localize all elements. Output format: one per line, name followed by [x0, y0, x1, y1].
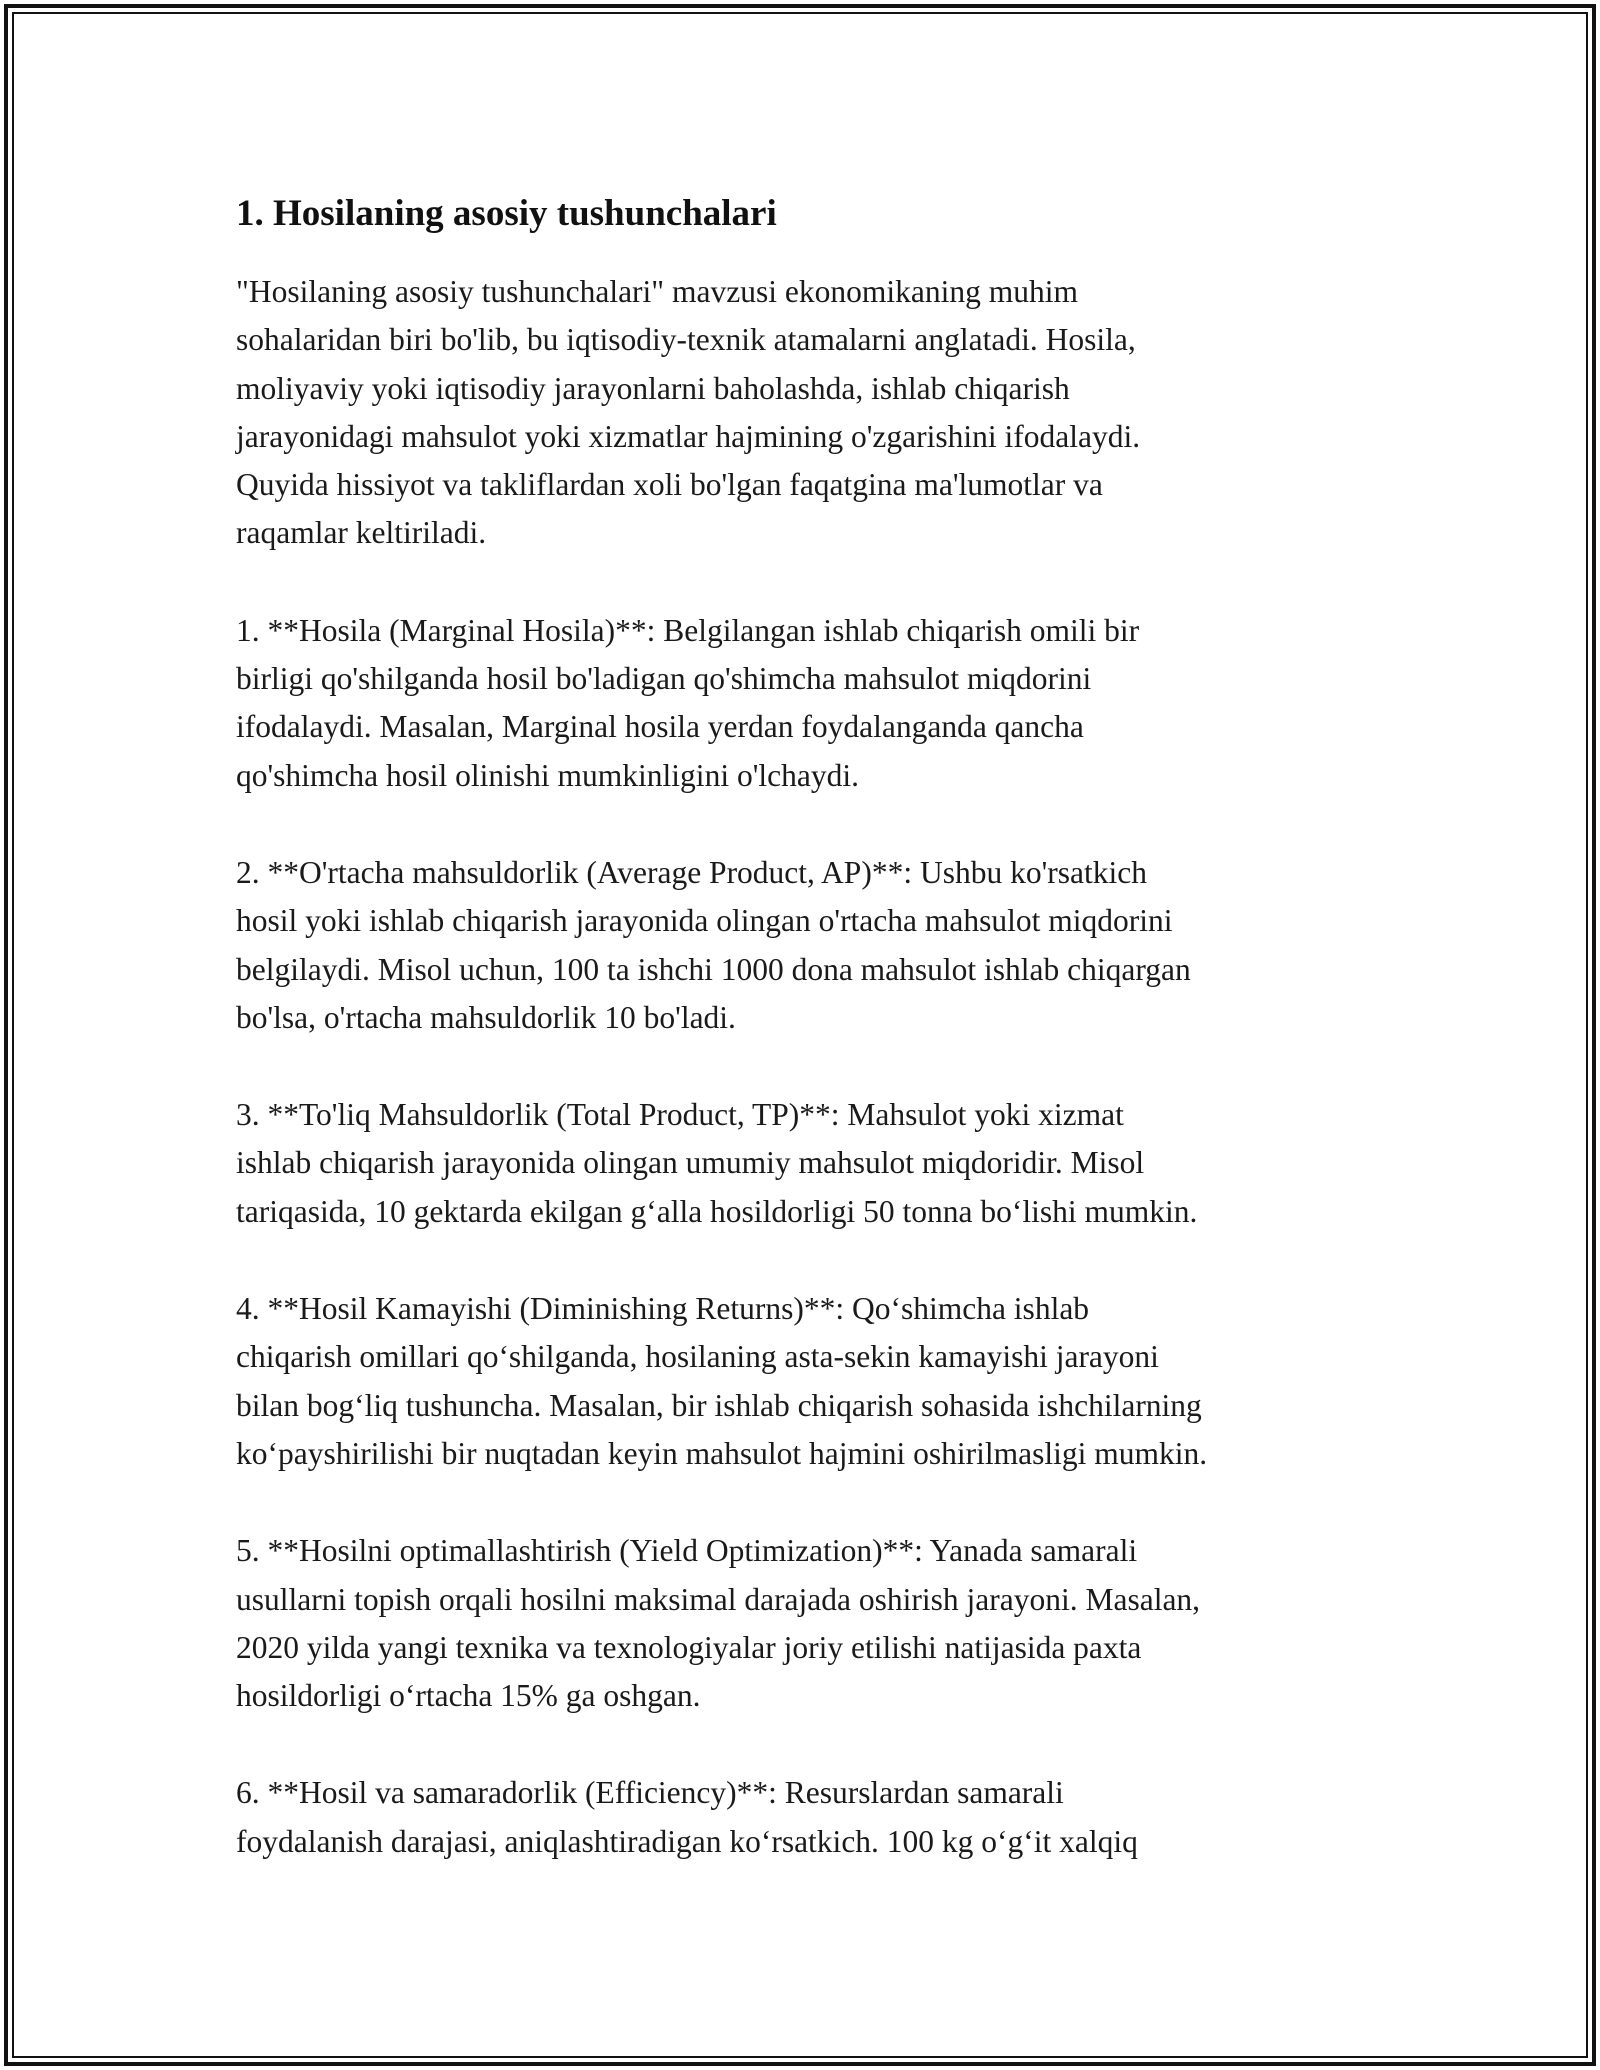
- text-line: foydalanish darajasi, aniqlashtiradigan ko‘rsatkich. 100 kg o‘g‘it xalqiq: [236, 1823, 1138, 1859]
- text-line: 6. **Hosil va samaradorlik (Efficiency)**: Resurslardan samarali: [236, 1775, 1064, 1811]
- list-item-4: [236, 1285, 1396, 1478]
- text-line: birligi qo'shilganda hosil bo'ladigan qo'shimcha mahsulot miqdorini: [236, 661, 1092, 697]
- text-line: bo'lsa, o'rtacha mahsuldorlik 10 bo'ladi.: [236, 999, 736, 1035]
- text-line: chiqarish omillari qo‘shilganda, hosilaning asta-sekin kamayishi jarayoni: [236, 1339, 1159, 1375]
- text-line: moliyaviy yoki iqtisodiy jarayonlarni baholashda, ishlab chiqarish: [236, 370, 1070, 406]
- list-item-1: [236, 607, 1396, 800]
- text-line: "Hosilaning asosiy tushunchalari" mavzusi ekonomikaning muhim: [236, 274, 1078, 309]
- text-line: 5. **Hosilni optimallashtirish (Yield Optimization)**: Yanada samarali: [236, 1533, 1138, 1569]
- text-line: ishlab chiqarish jarayonida olingan umumiy mahsulot miqdoridir. Misol: [236, 1145, 1145, 1181]
- text-line: 3. **To'liq Mahsuldorlik (Total Product, TP)**: Mahsulot yoki xizmat: [236, 1097, 1124, 1133]
- text-line: sohalaridan biri bo'lib, bu iqtisodiy-texnik atamalarni anglatadi. Hosila,: [236, 322, 1136, 358]
- list-item-5: [236, 1527, 1396, 1720]
- list-item-2: [236, 849, 1396, 1042]
- text-line: 4. **Hosil Kamayishi (Diminishing Returns)**: Qo‘shimcha ishlab: [236, 1291, 1090, 1327]
- text-line: hosildorligi o‘rtacha 15% ga oshgan.: [236, 1678, 701, 1714]
- text-line: 2020 yilda yangi texnika va texnologiyalar joriy etilishi natijasida paxta: [236, 1629, 1142, 1665]
- text-line: ko‘payshirilishi bir nuqtadan keyin mahsulot hajmini oshirilmasligi mumkin.: [236, 1435, 1208, 1471]
- text-line: Quyida hissiyot va takliflardan xoli bo'lgan faqatgina ma'lumotlar va: [236, 467, 1103, 503]
- text-line: 2. **O'rtacha mahsuldorlik (Average Product, AP)**: Ushbu ko'rsatkich: [236, 854, 1147, 890]
- text-line: jarayonidagi mahsulot yoki xizmatlar hajmining o'zgarishini ifodalaydi.: [236, 418, 1141, 454]
- text-line: bilan bog‘liq tushuncha. Masalan, bir ishlab chiqarish sohasida ishchilarning: [236, 1387, 1202, 1423]
- list-item-3: [236, 1091, 1396, 1236]
- text-line: raqamlar keltiriladi.: [236, 515, 487, 551]
- text-line: tariqasida, 10 gektarda ekilgan g‘alla hosildorligi 50 tonna bo‘lishi mumkin.: [236, 1193, 1198, 1229]
- text-line: qo'shimcha hosil olinishi mumkinligini o'lchaydi.: [236, 757, 859, 793]
- page-title: 1. Hosilaning asosiy tushunchalari: [236, 193, 777, 234]
- text-line: belgilaydi. Misol uchun, 100 ta ishchi 1000 dona mahsulot ishlab chiqargan: [236, 951, 1191, 987]
- list-item-6: [236, 1769, 1396, 1866]
- text-line: ifodalaydi. Masalan, Marginal hosila yerdan foydalanganda qancha: [236, 709, 1084, 745]
- text-line: usullarni topish orqali hosilni maksimal darajada oshirish jarayoni. Masalan,: [236, 1581, 1201, 1617]
- text-line: 1. **Hosila (Marginal Hosila)**: Belgilangan ishlab chiqarish omili bir: [236, 612, 1140, 648]
- text-line: hosil yoki ishlab chiqarish jarayonida olingan o'rtacha mahsulot miqdorini: [236, 903, 1173, 939]
- document-body: [236, 188, 1396, 1915]
- intro-paragraph: [236, 268, 1396, 558]
